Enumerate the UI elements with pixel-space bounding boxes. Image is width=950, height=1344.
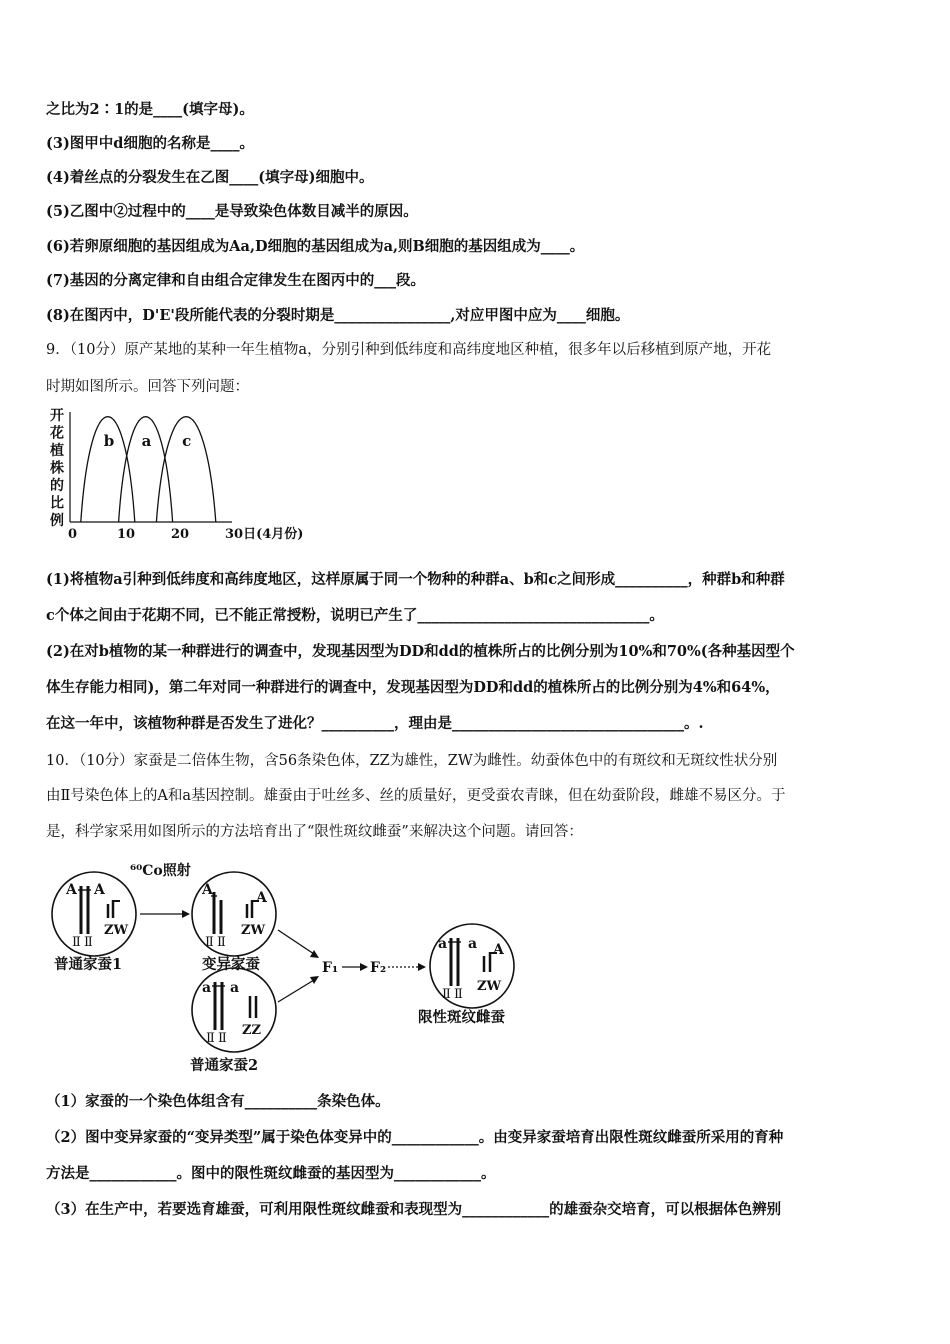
gene-A-label: A: [256, 890, 267, 906]
question-10-part1: （1）家蚕的一个染色体组含有__________条染色体。: [46, 1093, 390, 1110]
f2-label: F₂: [370, 960, 387, 976]
text-line-1: 之比为2∶1的是____(填字母)。: [46, 101, 254, 118]
zz-label: ZZ: [242, 1023, 261, 1038]
chart-ylabel-char: 花: [50, 425, 64, 442]
cell-normal-silkworm-1: [52, 872, 136, 956]
question-9-part2-a: (2)在对b植物的某一种群进行的调查中，发现基因型为DD和dd的植株所占的比例分别为10%和70%(各种基因型个: [46, 643, 795, 660]
gene-A-label: A: [94, 882, 105, 898]
question-10-part2-b: 方法是____________。图中的限性斑纹雌蚕的基因型为____________。: [46, 1165, 496, 1182]
cell-2-label: 变异家蚕: [202, 956, 260, 973]
chart-ylabel-char: 株: [50, 460, 64, 477]
chart-ylabel: [49, 408, 64, 529]
curve-label-c: c: [182, 432, 192, 450]
chart-ylabel-char: 例: [50, 513, 64, 529]
cell-normal-silkworm-2: [192, 968, 276, 1052]
chart-ylabel-char: 植: [50, 443, 64, 459]
gene-a-label: a: [230, 980, 240, 996]
question-9-stem: 9．（10分）原产某地的某种一年生植物a，分别引种到低纬度和高纬度地区种植，很多年以后移植到原产地，开花: [46, 342, 772, 358]
chromosome-II-label: Ⅱ: [442, 987, 451, 1002]
text-line-6: (7)基因的分离定律和自由组合定律发生在图丙中的___段。: [46, 272, 426, 289]
question-9-stem-cont: 时期如图所示。回答下列问题：: [46, 379, 249, 395]
gene-A-label: A: [66, 882, 77, 898]
cell-sex-limited-female: [430, 924, 514, 1008]
gene-A-label: A: [493, 942, 504, 958]
f1-label: F₁: [322, 960, 339, 976]
gene-A-label: A: [202, 882, 213, 898]
question-9-part2-b: 体生存能力相同)，第二年对同一种群进行的调查中，发现基因型为DD和dd的植株所占的比例分别为4%和64%，: [46, 679, 780, 696]
chromosome-II-label: Ⅱ: [217, 935, 226, 950]
chromosome-II-label: Ⅱ: [218, 1031, 227, 1046]
gene-a-label: a: [202, 980, 212, 996]
question-10-stem-c: 是，科学家采用如图所示的方法培育出了“限性斑纹雌蚕”来解决这个问题。请回答：: [46, 824, 583, 840]
chart-ylabel-char: 的: [50, 478, 64, 494]
gene-a-label: a: [468, 936, 478, 952]
cell-mutant-silkworm: [192, 872, 276, 956]
question-9-part2-c: 在这一年中，该植物种群是否发生了进化？__________，理由是________________________________。.: [46, 715, 704, 732]
chromosome-II-label: Ⅱ: [454, 987, 463, 1002]
question-10-stem-b: 由Ⅱ号染色体上的A和a基因控制。雄蚕由于吐丝多、丝的质量好，更受蚕农青睐，但在幼蚕阶段，雌雄不易区分。于: [46, 788, 786, 804]
arrow-head: [182, 910, 190, 918]
chromosome-II-label: Ⅱ: [72, 935, 81, 950]
chart-x-tick: 30日(4月份): [225, 527, 304, 542]
question-10-stem-a: 10．（10分）家蚕是二倍体生物，含56条染色体，ZZ为雄性，ZW为雌性。幼蚕体色中的有斑纹和无斑纹性状分别: [46, 753, 778, 769]
curve-label-b: b: [103, 432, 115, 450]
cell-1-label: 普通家蚕1: [54, 956, 123, 973]
chromosome-II-label: Ⅱ: [84, 935, 93, 950]
chromosome-II-label: Ⅱ: [205, 935, 214, 950]
text-line-4: (5)乙图中②过程中的____是导致染色体数目减半的原因。: [46, 203, 418, 220]
cell-4-label: 限性斑纹雌蚕: [418, 1009, 505, 1026]
question-9-part1-a: (1)将植物a引种到低纬度和高纬度地区，这样原属于同一个物种的种群a、b和c之间形成__________，种群b和种群: [46, 571, 785, 588]
question-10-part3: （3）在生产中，若要选育雄蚕，可利用限性斑纹雌蚕和表现型为____________的雄蚕杂交培育，可以根据体色辨别: [46, 1201, 782, 1218]
question-9-part1-b: c个体之间由于花期不同，已不能正常授粉，说明已产生了________________________________。: [46, 607, 664, 624]
gene-a-label: a: [438, 936, 448, 952]
silkworm-breeding-diagram: [44, 856, 544, 1076]
text-line-5: (6)若卵原细胞的基因组成为Aa,D细胞的基因组成为a,则B细胞的基因组成为____。: [46, 238, 585, 255]
co-irradiation-label: ⁶⁰Co照射: [130, 863, 191, 879]
chart-ylabel-char: 比: [50, 495, 64, 512]
cell-3-label: 普通家蚕2: [190, 1057, 259, 1074]
arrow-head: [418, 963, 426, 971]
chart-x-tick: 10: [117, 527, 136, 542]
zw-label: ZW: [241, 923, 266, 938]
question-10-part2-a: （2）图中变异家蚕的“变异类型”属于染色体变异中的____________。由变异家蚕培育出限性斑纹雌蚕所采用的育种: [46, 1129, 784, 1146]
text-line-2: (3)图甲中d细胞的名称是____。: [46, 135, 254, 152]
chart-x-tick: 20: [171, 527, 190, 542]
text-line-7: (8)在图丙中，D'E'段所能代表的分裂时期是________________,对应甲图中应为____细胞。: [46, 307, 630, 324]
chromosome-II-label: Ⅱ: [206, 1031, 215, 1046]
text-line-3: (4)着丝点的分裂发生在乙图____(填字母)细胞中。: [46, 169, 374, 186]
chart-x-tick: 0: [68, 527, 78, 542]
zw-label: ZW: [477, 979, 502, 994]
curve-label-a: a: [141, 432, 152, 450]
arrow-head: [360, 963, 368, 971]
chart-ylabel-char: 开: [50, 408, 64, 424]
arrow-head: [310, 950, 319, 958]
zw-label: ZW: [104, 923, 129, 938]
arrow-head: [310, 976, 319, 984]
flowering-chart: [44, 404, 304, 550]
